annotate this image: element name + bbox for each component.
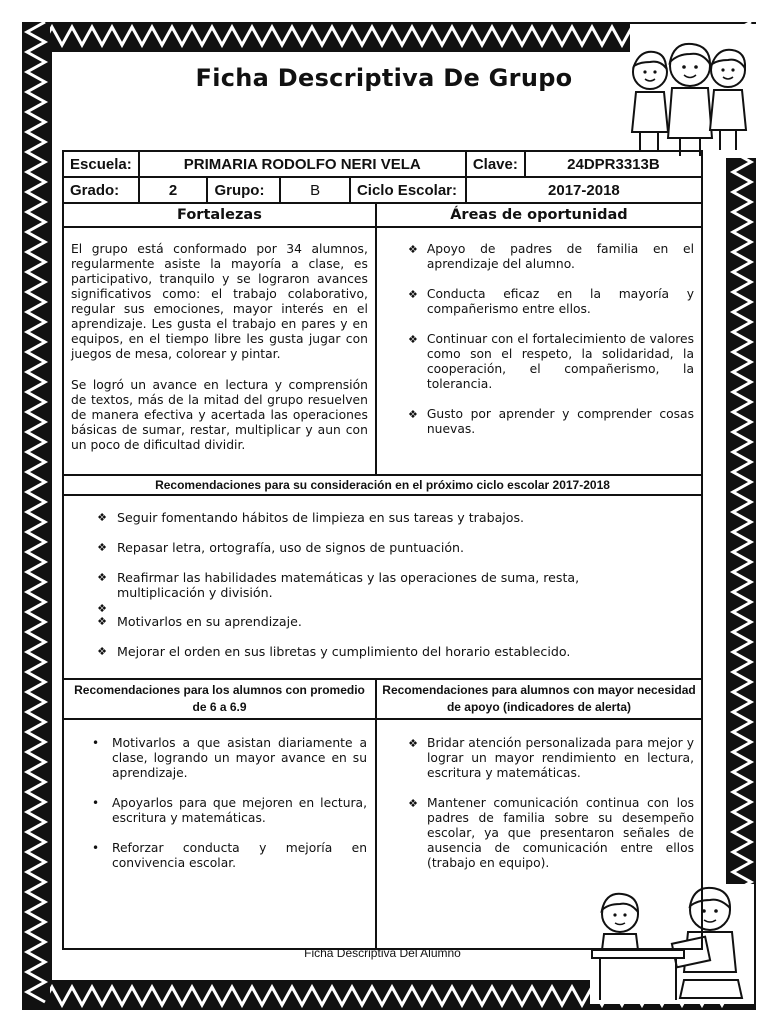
grado-label: Grado: [63,177,139,203]
diamond-bullet-icon: ❖ [407,288,418,301]
list-item: • Motivarlos a que asistan diariamente a clase, logrando un mayor avance en su aprendizaje. [92,736,368,780]
areas-heading: Áreas de oportunidad [376,203,702,227]
fortalezas-heading: Fortalezas [63,203,376,227]
cycle-recommendations-list [94,510,671,659]
grupo-value: B [280,177,350,203]
page-title: Ficha Descriptiva De Grupo [195,64,573,92]
apoyo-body [376,719,702,949]
list-item: ❖ Bridar atención personalizada para mejor y lograr un mayor rendimiento en lectura, escritura y matemáticas. [405,736,694,781]
escuela-value: PRIMARIA RODOLFO NERI VELA [139,151,466,177]
bullet-icon: • [92,796,100,810]
diamond-bullet-icon: ❖ [407,333,418,346]
list-item: ❖ Continuar con el fortalecimiento de valores como son el respeto, la solidaridad, la cooperación, el compañerismo, la tolerancia. [405,332,694,392]
fortalezas-paragraph: Se logró un avance en lectura y comprensión de textos, más de la mitad del grupo resuelven de manera efectiva y acertada las operaciones básicas de sumar, restar, multiplicar y aun con un poco de dificultad dividir. [71,378,368,452]
student-recommendations-table [62,678,703,950]
bullet-icon: • [92,841,100,855]
list-item: ❖ Seguir fomentando hábitos de limpieza en sus tareas y trabajos. [94,510,671,525]
clave-value: 24DPR3313B [525,151,702,177]
list-item: ❖ Mejorar el orden en sus libretas y cumplimiento del horario establecido. [94,644,671,659]
diamond-bullet-icon: ❖ [408,737,418,750]
bullet-icon: • [92,736,100,750]
diamond-bullet-icon: ❖ [97,602,107,615]
diamond-bullet-icon: ❖ [97,511,107,524]
ciclo-value: 2017-2018 [466,177,702,203]
diamond-bullet-icon: ❖ [97,541,107,554]
grado-value: 2 [139,177,208,203]
list-item: • Apoyarlos para que mejoren en lectura, escritura y matemáticas. [92,796,368,825]
clave-label: Clave: [466,151,525,177]
escuela-label: Escuela: [63,151,139,177]
list-item: ❖ Repasar letra, ortografía, uso de signos de puntuación. [94,540,671,555]
diamond-bullet-icon: ❖ [408,797,418,810]
list-item: • Reforzar conducta y mejoría en convivencia escolar. [92,841,368,870]
ciclo-label: Ciclo Escolar: [350,177,466,203]
diamond-bullet-icon: ❖ [97,615,107,628]
areas-body [376,227,702,475]
promedio-heading: Recomendaciones para los alumnos con promedio de 6 a 6.9 [63,679,376,719]
diamond-bullet-icon: ❖ [407,408,418,421]
promedio-body [63,719,376,949]
list-item: ❖ Mantener comunicación continua con los padres de familia sobre su desempeño escolar, ya que presentaron señales de ausencia de comunicación entre ellos (trabajo en equipo). [405,796,694,871]
list-item: ❖ Apoyo de padres de familia en el aprendizaje del alumno. [405,242,694,272]
diamond-bullet-icon: ❖ [97,645,107,658]
promedio-list [90,736,367,871]
document-content [62,150,703,950]
areas-list [405,242,694,437]
list-item-empty [94,601,671,614]
school-info-table [62,150,703,204]
diamond-bullet-icon: ❖ [97,571,107,584]
apoyo-list [405,736,694,871]
cycle-recommendations-body [63,495,702,679]
grupo-label: Grupo: [207,177,280,203]
strengths-opportunities-table [62,202,703,476]
cycle-recommendations-heading: Recomendaciones para su consideración en el próximo ciclo escolar 2017-2018 [63,475,702,495]
footer-caption: Ficha Descriptiva Del Alumno [304,946,461,960]
list-item: ❖ Gusto por aprender y comprender cosas nuevas. [405,407,694,437]
apoyo-heading: Recomendaciones para alumnos con mayor necesidad de apoyo (indicadores de alerta) [376,679,702,719]
list-item: ❖ Motivarlos en su aprendizaje. [94,614,671,629]
list-item: ❖ Reafirmar las habilidades matemáticas y las operaciones de suma, resta, multiplicación y división. [94,570,671,600]
list-item: ❖ Conducta eficaz en la mayoría y compañerismo entre ellos. [405,287,694,317]
cycle-recommendations-table [62,474,703,680]
fortalezas-paragraph: El grupo está conformado por 34 alumnos, regularmente asiste la mayoría a clase, es participativo, tranquilo y se lograron avances significativos como: el trabajo colaborativo, regular sus emociones, mayor interés en el aprendizaje. Les gusta el trabajo en pares y en equipos, en el tiempo libre les gusta jugar con juegos de mesa, colorear y pintar. [71,242,368,361]
fortalezas-body [63,227,376,475]
zigzag-border-right [728,22,756,1010]
zigzag-border-left [22,22,50,1010]
diamond-bullet-icon: ❖ [407,243,418,256]
